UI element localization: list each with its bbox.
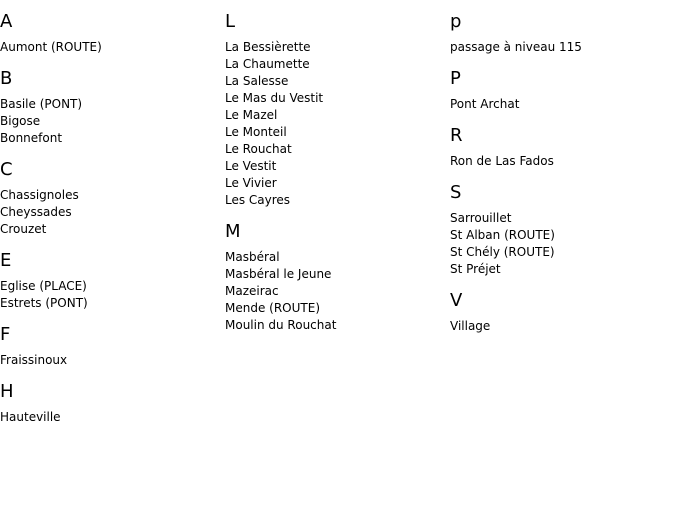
letter-heading: A: [0, 11, 13, 32]
letter-group: [450, 10, 675, 56]
letter-group: [0, 10, 225, 56]
index-entry-link[interactable]: Bonnefont: [0, 131, 63, 145]
entry-list: [0, 39, 225, 56]
index-entry-link[interactable]: Village: [450, 319, 491, 333]
index-entry-link[interactable]: Sarrouillet: [450, 211, 512, 225]
index-entry-link[interactable]: St Chély (ROUTE): [450, 245, 555, 259]
index-entry-link[interactable]: Eglise (PLACE): [0, 279, 87, 293]
letter-heading: L: [225, 11, 236, 32]
index-column-3: [450, 0, 675, 343]
index-entry-link[interactable]: Ron de Las Fados: [450, 154, 554, 168]
letter-heading: H: [0, 381, 14, 402]
letter-group: [0, 323, 225, 369]
index-entry-link[interactable]: Cheyssades: [0, 205, 72, 219]
index-entry-link[interactable]: Le Vestit: [225, 159, 277, 173]
letter-heading: P: [450, 68, 461, 89]
index-entry-link[interactable]: Le Mazel: [225, 108, 278, 122]
entry-list: [0, 352, 225, 369]
letter-group: [450, 289, 675, 335]
index-entry-link[interactable]: La Bessièrette: [225, 40, 311, 54]
entry-list: [225, 249, 450, 334]
index-entry-link[interactable]: Le Monteil: [225, 125, 287, 139]
index-column-2: [225, 0, 450, 342]
entry-list: [450, 96, 675, 113]
index-entry-link[interactable]: Masbéral le Jeune: [225, 267, 332, 281]
index-entry-link[interactable]: St Alban (ROUTE): [450, 228, 555, 242]
index-entry-link[interactable]: St Préjet: [450, 262, 501, 276]
index-entry-link[interactable]: Le Vivier: [225, 176, 277, 190]
entry-list: [0, 278, 225, 312]
letter-group: [450, 181, 675, 278]
index-entry-link[interactable]: Estrets (PONT): [0, 296, 88, 310]
index-entry-link[interactable]: Mende (ROUTE): [225, 301, 320, 315]
index-entry-link[interactable]: La Chaumette: [225, 57, 310, 71]
letter-group: [450, 67, 675, 113]
letter-heading: p: [450, 11, 462, 32]
index-entry-link[interactable]: Bigose: [0, 114, 41, 128]
letter-heading: M: [225, 221, 241, 242]
letter-group: [0, 158, 225, 238]
letter-group: [0, 249, 225, 312]
index-entry-link[interactable]: Moulin du Rouchat: [225, 318, 337, 332]
index-entry-link[interactable]: Basile (PONT): [0, 97, 83, 111]
index-entry-link[interactable]: La Salesse: [225, 74, 289, 88]
letter-group: [225, 10, 450, 209]
entry-list: [450, 39, 675, 56]
index-entry-link[interactable]: Le Mas du Vestit: [225, 91, 324, 105]
index-entry-link[interactable]: Hauteville: [0, 410, 61, 424]
index-entry-link[interactable]: Aumont (ROUTE): [0, 40, 102, 54]
index-column-1: [0, 0, 225, 434]
entry-list: [0, 409, 225, 426]
entry-list: [450, 318, 675, 335]
entry-list: [450, 153, 675, 170]
index-entry-link[interactable]: Le Rouchat: [225, 142, 292, 156]
index-entry-link[interactable]: passage à niveau 115: [450, 40, 582, 54]
letter-heading: C: [0, 159, 13, 180]
entry-list: [0, 187, 225, 238]
index-entry-link[interactable]: Mazeirac: [225, 284, 279, 298]
letter-heading: E: [0, 250, 12, 271]
index-entry-link[interactable]: Fraissinoux: [0, 353, 68, 367]
index-entry-link[interactable]: Chassignoles: [0, 188, 79, 202]
letter-heading: R: [450, 125, 463, 146]
letter-group: [450, 124, 675, 170]
index-entry-link[interactable]: Les Cayres: [225, 193, 291, 207]
letter-group: [0, 67, 225, 147]
letter-heading: S: [450, 182, 462, 203]
index-entry-link[interactable]: Pont Archat: [450, 97, 520, 111]
index-entry-link[interactable]: Masbéral: [225, 250, 280, 264]
letter-group: [0, 380, 225, 426]
index-entry-link[interactable]: Crouzet: [0, 222, 47, 236]
entry-list: [225, 39, 450, 209]
letter-group: [225, 220, 450, 334]
entry-list: [450, 210, 675, 278]
letter-heading: B: [0, 68, 13, 89]
letter-heading: F: [0, 324, 11, 345]
entry-list: [0, 96, 225, 147]
letter-heading: V: [450, 290, 463, 311]
